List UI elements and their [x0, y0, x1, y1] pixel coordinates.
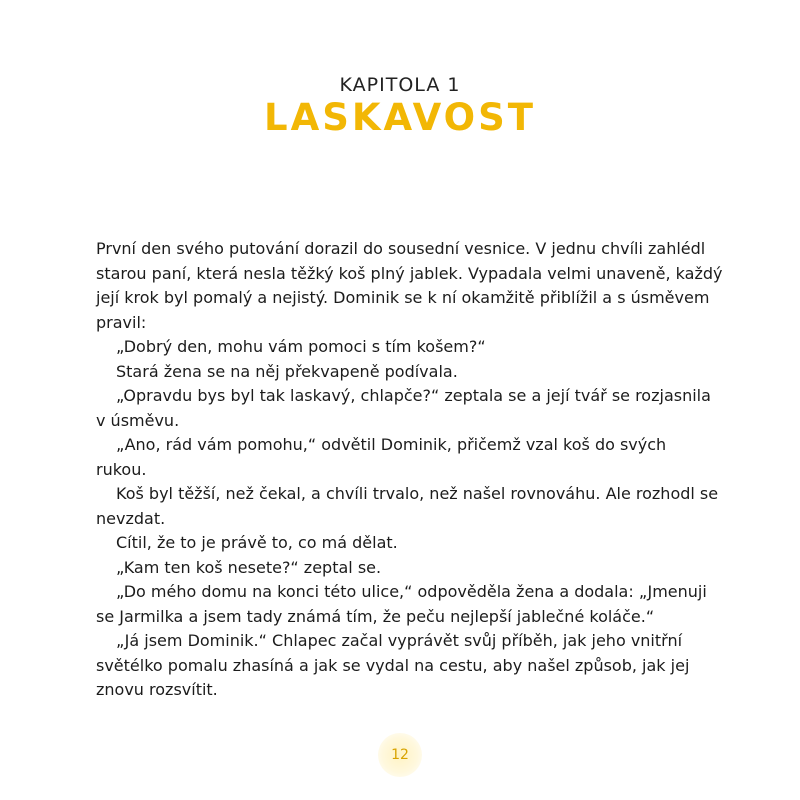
- text-line: „Kam ten koš nesete?“ zeptal se.: [116, 557, 382, 577]
- text-line: rukou.: [96, 459, 147, 479]
- text-line: „Ano, rád vám pomohu,“ odvětil Dominik, přičemž vzal koš do svých: [116, 435, 667, 454]
- text-line: „Já jsem Dominik.“ Chlapec začal vyprávět svůj příběh, jak jeho vnitřní: [116, 631, 683, 650]
- text-line: Stará žena se na něj překvapeně podívala.: [116, 361, 458, 381]
- body-text: [96, 237, 736, 703]
- text-line: v úsměvu.: [96, 410, 180, 430]
- text-line: „Opravdu bys byl tak laskavý, chlapče?“ zeptala se a její tvář se rozjasnila: [116, 386, 711, 405]
- text-line: se Jarmilka a jsem tady známá tím, že peču nejlepší jablečné koláče.“: [96, 606, 655, 626]
- text-line: znovu rozsvítit.: [96, 680, 218, 699]
- page-number: 12: [391, 747, 409, 763]
- text-line: světélko pomalu zhasíná a jak se vydal na cestu, aby našel způsob, jak jej: [96, 655, 690, 675]
- chapter-title: LASKAVOST: [264, 96, 536, 139]
- text-line: starou paní, která nesla těžký koš plný jablek. Vypadala velmi unaveně, každý: [96, 263, 723, 283]
- text-line: nevzdat.: [96, 508, 166, 528]
- text-line: „Do mého domu na konci této ulice,“ odpověděla žena a dodala: „Jmenuji: [116, 582, 707, 601]
- text-line: První den svého putování dorazil do sousední vesnice. V jednu chvíli zahlédl: [96, 239, 706, 258]
- page-number-badge: [378, 733, 422, 777]
- text-line: Koš byl těžší, než čekal, a chvíli trvalo, než našel rovnováhu. Ale rozhodl se: [116, 484, 719, 503]
- text-line: Cítil, že to je právě to, co má dělat.: [116, 533, 398, 552]
- text-line: „Dobrý den, mohu vám pomoci s tím košem?“: [116, 337, 486, 356]
- text-line: pravil:: [96, 312, 147, 332]
- text-line: její krok byl pomalý a nejistý. Dominik se k ní okamžitě přiblížil a s úsměvem: [96, 288, 710, 307]
- chapter-label: KAPITOLA 1: [339, 74, 461, 96]
